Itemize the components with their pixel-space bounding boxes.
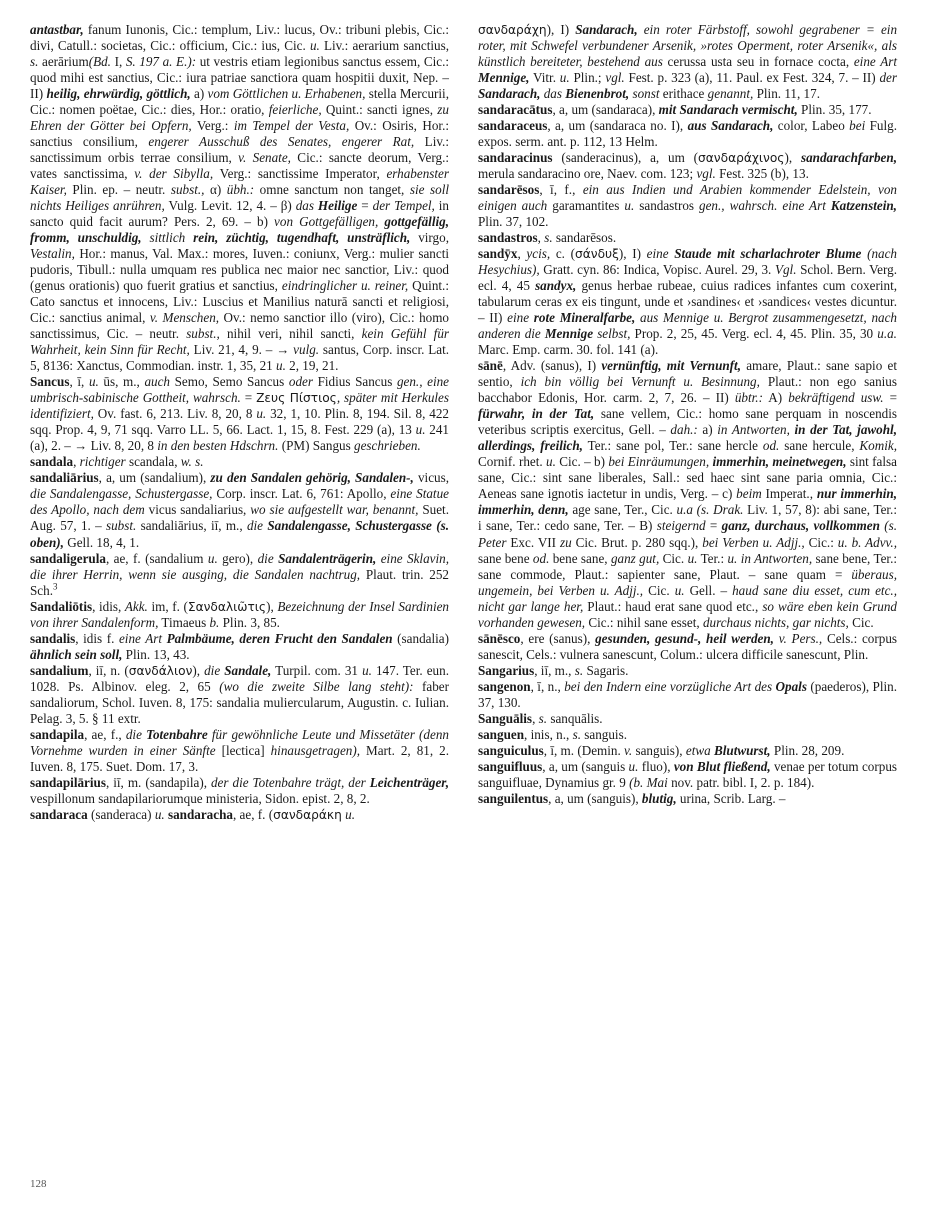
- left-column: [30, 22, 449, 823]
- entry-sandaligerula: sandaligerula, ae, f. (sandalium u. gero), die Sandalenträgerin, eine Sklavin, die ihrer Herrin, wenn sie ausging, die Sandalen nachtrug, Plaut. trin. 252 Sch.$^3$: [30, 550, 449, 598]
- entry-sandaracinus: sandaracinus (sanderacinus), a, um (σανδαράχινος), sandarachfarben, merula sandaracino ore, Naev. com. 123; vgl. Fest. 325 (b), 13.: [478, 150, 897, 182]
- page-number: 128: [30, 1178, 47, 1190]
- entry-sangenon: sangenon, ī, n., bei den Indern eine vorzügliche Art des Opals (paederos), Plin. 37, 130.: [478, 678, 898, 710]
- two-column-body: [30, 22, 907, 1167]
- entry-sanguilentus: sanguilentus, a, um (sanguis), blutig, urina, Scrib. Larg. –: [478, 790, 786, 806]
- entry-sandyx: sandȳx, ycis, c. (σάνδυξ), I) eine Staude mit scharlachroter Blume (nach Hesychius), Gratt. cyn. 86: Indica, Vopisc. Aurel. 29, 3. Vgl. Schol. Bern. Verg. ecl. 4, 45 sandyx, genus herbae rubeae, cuius radices infantes cum coxerint, tabularum ceras ex eis tingunt, unde et ›sandines‹ et ›sandices‹ vestes dicuntur. – II) eine rote Mineralfarbe, aus Mennige u. Bergrot zusammengesetzt, nach anderen die Mennige selbst, Prop. 2, 25, 45. Verg. ecl. 4, 45. Plin. 35, 30 u.a. Marc. Emp. carm. 30. fol. 141 (a).: [478, 246, 898, 358]
- entry-sanguifluus: sanguifluus, a, um (sanguis u. fluo), von Blut fließend, venae per totum corpus sanguifluae, Dynamius gr. 9 (b. Mai nov. patr. bibl. I, 2. p. 184).: [478, 758, 897, 790]
- entry-sandastros: sandastros, s. sandarēsos.: [478, 230, 617, 246]
- entry-sandapila: sandapila, ae, f., die Totenbahre für gewöhnliche Leute und Missetäter (denn Vornehme wurden in einer Sänfte [lectica] hinausgetragen), Mart. 2, 81, 2. Iuven. 8, 175. Suet. Dom. 17, 3.: [30, 726, 449, 774]
- entry-sandaraca-continued: σανδαράχη), I) Sandarach, ein roter Färbstoff, sowohl gegrabener = ein roter, mit Schwefel verbundener Arsenik, »rotes Operment, roter Arsenik«, als künstlich bereiteter, bestehend aus cerussa usta seu in fornace cocta, eine Art Mennige, Vitr. u. Plin.; vgl. Fest. p. 323 (a), 11. Paul. ex Fest. 324, 7. – II) der Sandarach, das Bienenbrot, sonst erithace genannt, Plin. 11, 17.: [478, 22, 898, 102]
- entry-sandaresos: sandarēsos, ī, f., ein aus Indien und Arabien kommender Edelstein, von einigen auch garamantites u. sandastros gen., wahrsch. eine Art Katzenstein, Plin. 37, 102.: [478, 182, 897, 230]
- entry-sanctus-continued: antastbar, fanum Iunonis, Cic.: templum, Liv.: lucus, Ov.: tribuni plebis, Cic.: divi, Catull.: societas, Cic.: officium, Cic.: ius, Cic. u. Liv.: aerarium sanctius, s. aerārium(Bd. I, S. 197 a. E.): ut vestris etiam legionibus sanctus essem, Cic.: quod mihi est sanctius, Cic.: iura patriae sanctiora quam hospitii duxit, Nep. – II) heilig, ehrwürdig, göttlich, a) vom Göttlichen u. Erhabenen, stella Mercurii, Cic.: nomen poëtae, Cic.: dies, Hor.: oratio, feierliche, Quint.: sancti ignes, zu Ehren der Götter bei Opfern, Verg.: im Tempel der Vesta, Ov.: Osiris, Hor.: sanctius consilium, engerer Ausschuß des Senates, engerer Rat, Liv.: sanctissimum orbis terrae consilium, v. Senate, Cic.: sancte deorum, Verg.: vates sanctissima, v. der Sibylla, Verg.: sanctissime Imperator, erhabenster Kaiser, Plin. ep. – neutr. subst., α) übh.: omne sanctum non tanget, sie soll nichts Heiliges anrühren, Vulg. Levit. 12, 4. – β) das Heilige = der Tempel, in sancto quid facit aurum? Pers. 2, 69. – b) von Gottgefälligen, gottgefällig, fromm, unschuldig, sittlich rein, züchtig, tugendhaft, unsträflich, virgo, Vestalin, Hor.: manus, Val. Max.: mores, Iuven.: coniunx, Verg.: mulier sancti pudoris, Tibull.: nulla umquam res publica nec maior nec sanctior, Liv.: quod (genus orationis) quo fuerit gratius et sanctius, eindringlicher u. reiner, Quint.: Cato sanctus et innocens, Liv.: Luscius et Manilius naturā sancti et religiosi, Cic.: sanctius animal, v. Menschen, Ov.: nemo sanctior illo (viro), Cic.: homo sanctissimus, Cic. – neutr. subst., nihil veri, nihil sancti, kein Gefühl für Wahrheit, kein Sinn für Recht, Liv. 21, 4, 9. – → vulg. santus, Corp. inscr. Lat. 5, 8136: Xanctus, Commodian. instr. 1, 35, 21 u. 2, 19, 21.: [30, 22, 450, 374]
- entry-sanguiculus: sanguiculus, ī, m. (Demin. v. sanguis), etwa Blutwurst, Plin. 28, 209.: [478, 742, 845, 758]
- entry-sandaracatus: sandaracātus, a, um (sandaraca), mit Sandarach vermischt, Plin. 35, 177.: [478, 102, 872, 118]
- entry-sandaraceus: sandaraceus, a, um (sandaraca no. I), aus Sandarach, color, Labeo bei Fulg. expos. serm. ant. p. 112, 13 Helm.: [478, 118, 898, 150]
- entry-sancus: Sancus, ī, u. ūs, m., auch Semo, Semo Sancus oder Fidius Sancus gen., eine umbrisch-sabinische Gottheit, wahrsch. = Ζευς Πίστιος, später mit Herkules identifiziert, Ov. fast. 6, 213. Liv. 8, 20, 8 u. 32, 1, 10. Plin. 8, 194. Sil. 8, 422 sqq. Prop. 4, 9, 71 sqq. Varro LL. 5, 66. Lact. 1, 15, 8. Fest. 229 (a), 13 u. 241 (a), 2. – → Liv. 8, 20, 8 in den besten Hdschrn. (PM) Sangus geschrieben.: [30, 374, 450, 454]
- entry-sangarius: Sangarius, iī, m., s. Sagaris.: [478, 662, 629, 678]
- entry-sandala: sandala, richtiger scandala, w. s.: [30, 454, 204, 470]
- entry-sanguen: sanguen, inis, n., s. sanguis.: [478, 726, 627, 742]
- entry-sandapilarius: sandapilārius, iī, m. (sandapila), der die Totenbahre trägt, der Leichenträger, vespillonum sandapilariorumque ministeria, Sidon. epist. 2, 8, 2.: [30, 774, 449, 806]
- entry-sane: sānē, Adv. (sanus), I) vernünftig, mit Vernunft, amare, Plaut.: sane sapio et sentio, ich bin völlig bei Vernunft u. Besinnung, Plaut.: non ego sanius bacchabor Edonis, Hor. carm. 2, 7, 26. – II) übtr.: A) bekräftigend usw. = fürwahr, in der Tat, sane vellem, Cic.: homo sane perquam in noscendis veteribus scriptis exercitus, Gell. – dah.: a) in Antworten, in der Tat, jawohl, allerdings, freilich, Ter.: sane pol, Ter.: sane hercle od. sane hercule, Komik, Cornif. rhet. u. Cic. – b) bei Einräumungen, immerhin, meinetwegen, sint falsa sane, Cic.: sint sane liberales, Sall.: sed haec sint sane paria omnia, Cic.: Aeneas sane ignotis iactetur in undis, Verg. – c) beim Imperat., nur immerhin, immerhin, denn, age sane, Ter., Cic. u.a (s. Drak. Liv. 1, 57, 8): abi sane, Ter.: i sane, Ter.: cedo sane, Ter. – B) steigernd = ganz, durchaus, vollkommen (s. Peter Exc. VII zu Cic. Brut. p. 280 sqq.), bei Verben u. Adjj., Cic.: u. b. Advv., sane bene od. bene sane, ganz gut, Cic. u. Ter.: u. in Antworten, sane bene, Ter.: sane commode, Plaut.: sapienter sane, Plaut. – sane quam = überaus, ungemein, bei Verben u. Adjj., Cic. u. Gell. – haud sane diu esset, cum etc., nicht gar lange her, Plaut.: haud erat sane quod etc., so wäre eben kein Grund vorhanden gewesen, Cic.: nihil sane esset, durchaus nichts, gar nichts, Cic.: [478, 358, 898, 630]
- right-column: [478, 22, 897, 807]
- entry-sandaliarius: sandaliārius, a, um (sandalium), zu den Sandalen gehörig, Sandalen-, vicus, die Sandalengasse, Schustergasse, Corp. inscr. Lat. 6, 761: Apollo, eine Statue des Apollo, nach dem vicus sandaliarius, wo sie aufgestellt war, benannt, Suet. Aug. 57, 1. – subst. sandaliārius, iī, m., die Sandalengasse, Schustergasse (s. oben), Gell. 18, 4, 1.: [30, 470, 449, 550]
- entry-sandalium: sandalium, iī, n. (σανδάλιον), die Sandale, Turpil. com. 31 u. 147. Ter. eun. 1028. Ps. Albinov. eleg. 2, 65 (wo die zweite Silbe lang steht): faber sandaliorum, Schol. Iuven. 8, 175: sandalia muliercularum, Augustin. c. Iulian. Pelag. 3, 5. § 11 extr.: [30, 662, 449, 726]
- entry-sandaraca: sandaraca (sanderaca) u. sandaracha, ae, f. (σανδαράκη u.: [30, 806, 355, 822]
- entry-sandaliotis: Sandaliōtis, idis, Akk. im, f. (Σανδαλιῶτις), Bezeichnung der Insel Sardinien von ihrer Sandalenform, Timaeus b. Plin. 3, 85.: [30, 598, 449, 630]
- entry-sangualis: Sanguālis, s. sanquālis.: [478, 710, 603, 726]
- entry-sandalis: sandalis, idis f. eine Art Palmbäume, deren Frucht den Sandalen (sandalia) ähnlich sein soll, Plin. 13, 43.: [30, 630, 449, 662]
- entry-sanesco: sānēsco, ere (sanus), gesunden, gesund-, heil werden, v. Pers., Cels.: corpus sanescit, Cels.: vulnera sanescunt, Colum.: ulcera difficile sanescunt, Plin.: [478, 630, 898, 662]
